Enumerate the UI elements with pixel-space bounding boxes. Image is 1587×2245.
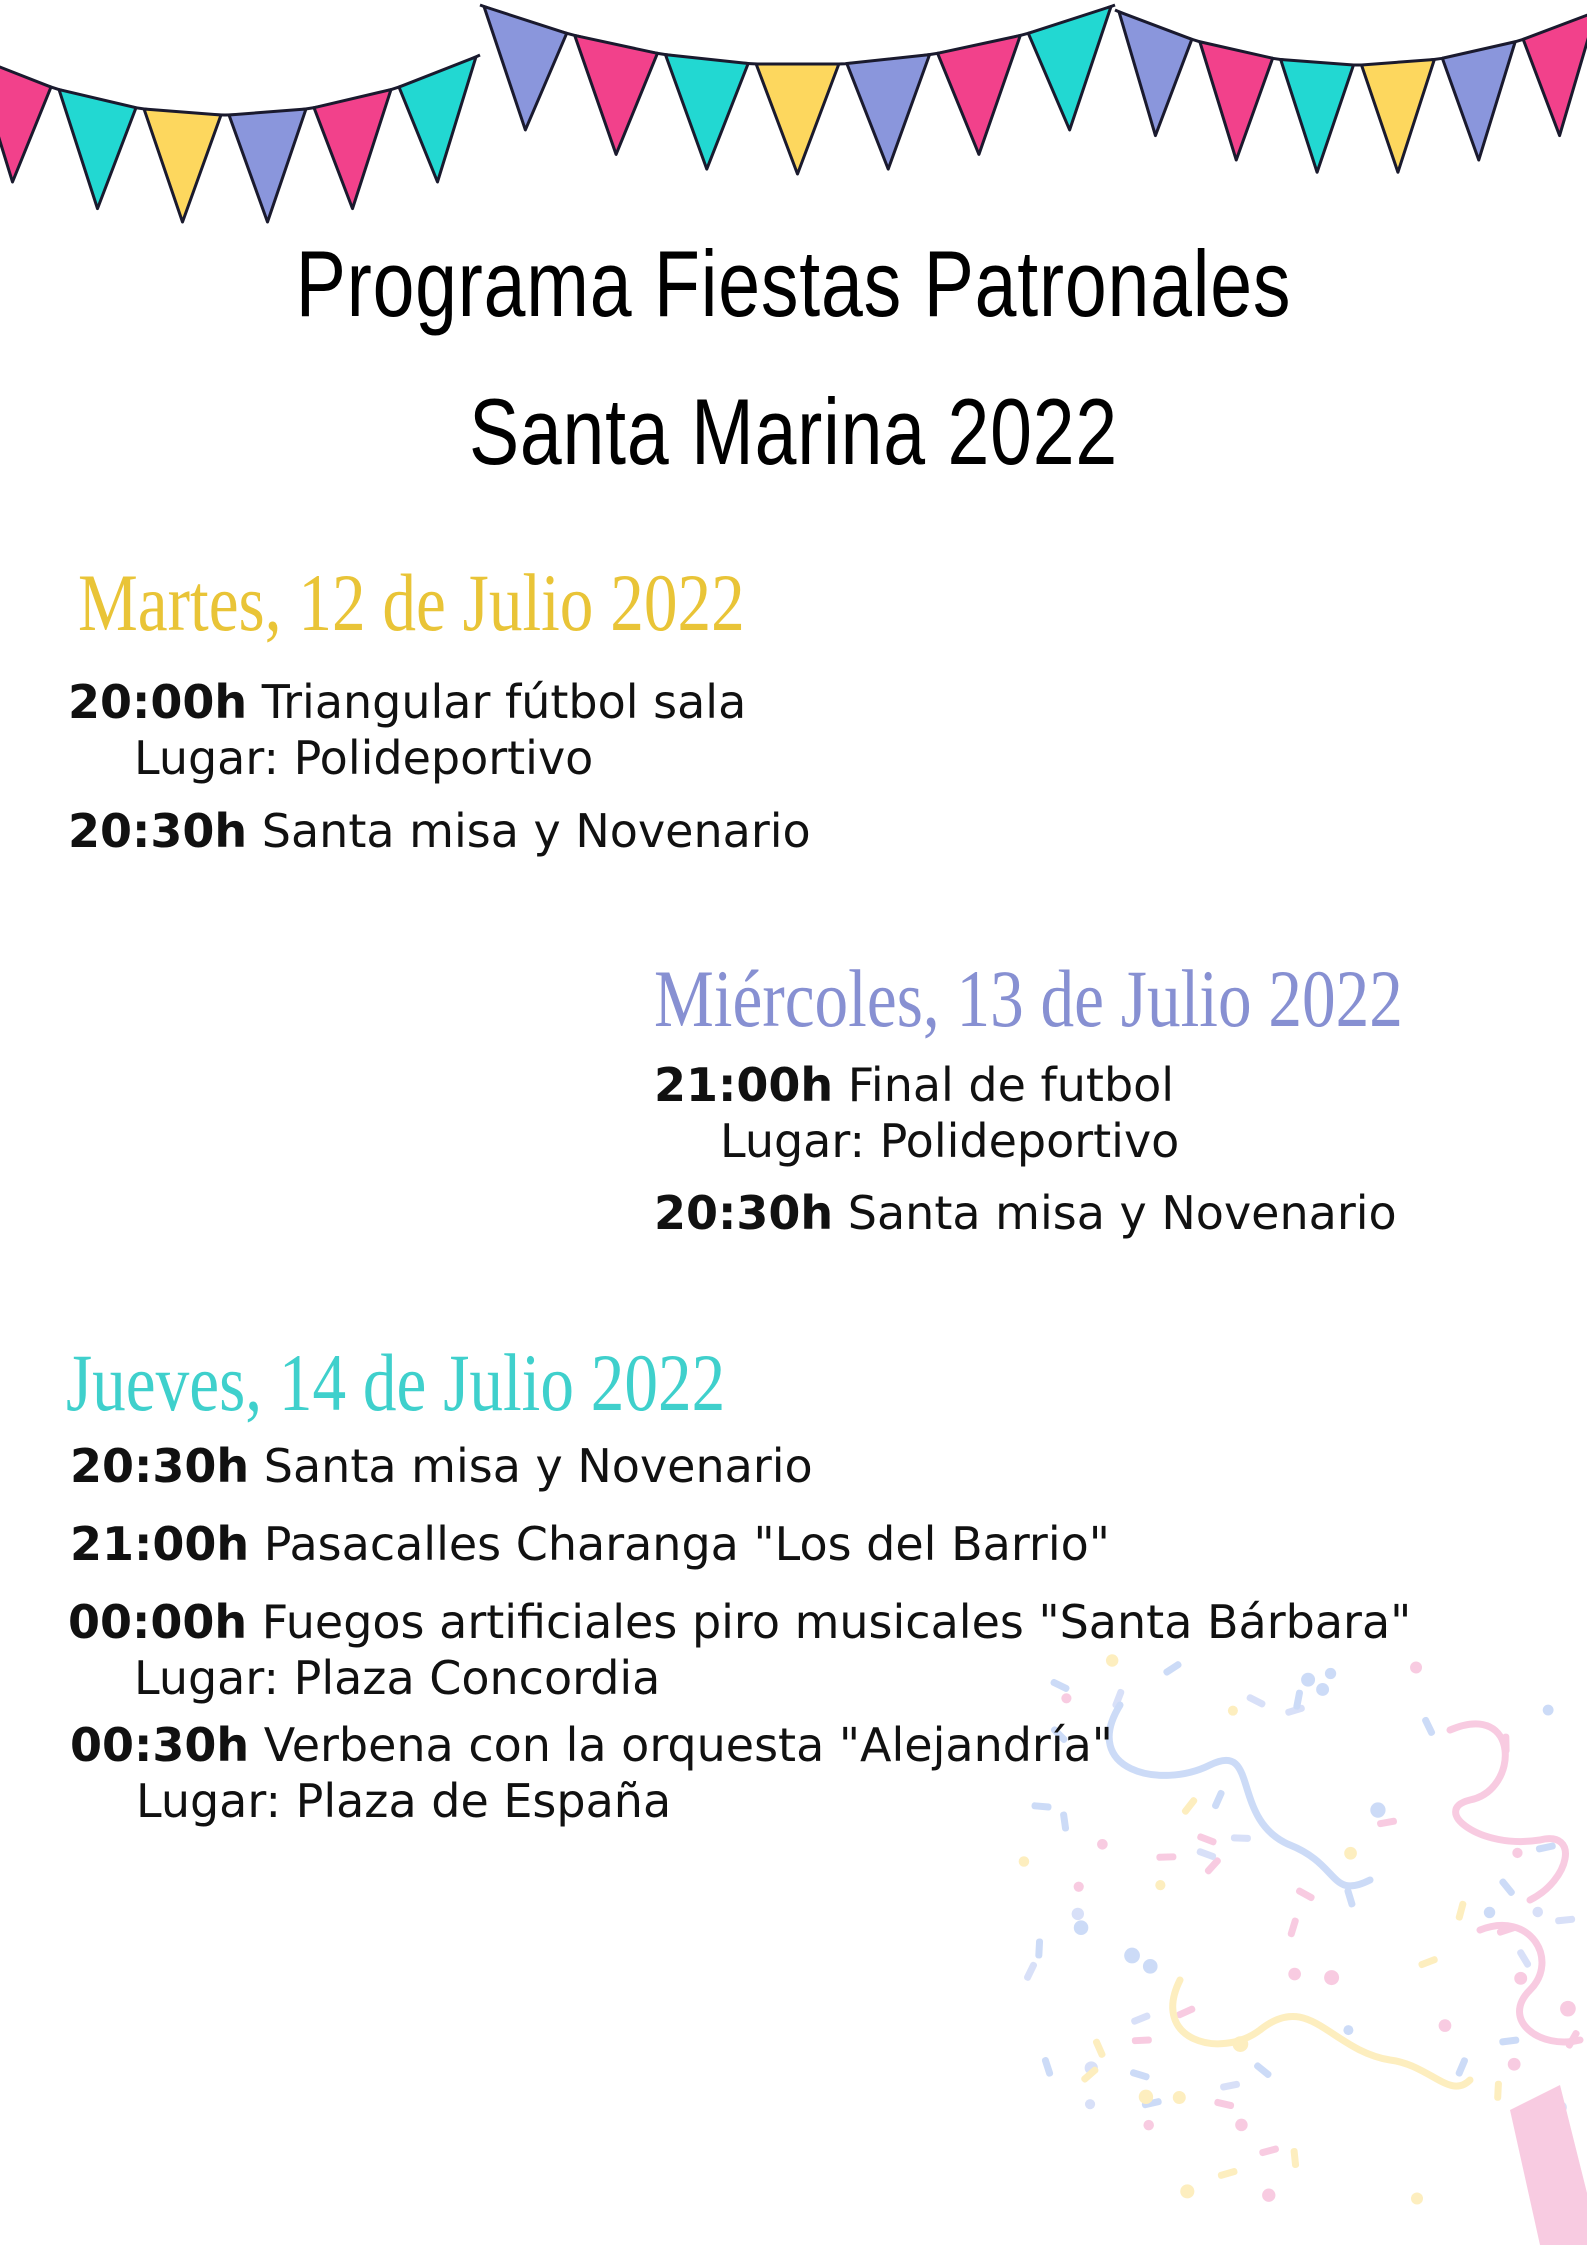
confetti-piece xyxy=(1418,1955,1439,1969)
confetti-piece xyxy=(1196,1833,1217,1847)
confetti-piece xyxy=(1074,1920,1089,1935)
day-heading-jueves: Jueves, 14 de Julio 2022 xyxy=(66,1337,726,1428)
event-time: 20:30h xyxy=(70,1439,250,1493)
event-place: Lugar: Plaza Concordia xyxy=(134,1651,661,1705)
page-title: Programa Fiestas Patronales xyxy=(295,231,1292,336)
party-popper xyxy=(1510,2085,1587,2245)
confetti-piece xyxy=(1343,2025,1353,2035)
confetti-piece xyxy=(1439,2019,1452,2032)
confetti-piece xyxy=(1130,2012,1151,2026)
confetti-piece xyxy=(1231,1834,1251,1842)
confetti-piece xyxy=(1421,1716,1436,1737)
event-place: Lugar: Polideportivo xyxy=(720,1114,1180,1168)
confetti-piece xyxy=(1180,2184,1194,2198)
confetti-piece xyxy=(1508,2058,1521,2071)
confetti-piece xyxy=(1324,1970,1339,1985)
event-time: 20:30h xyxy=(654,1186,834,1240)
confetti-piece xyxy=(1139,2090,1153,2104)
event-text: Triangular fútbol sala xyxy=(261,675,747,729)
confetti-piece xyxy=(1287,1917,1300,1938)
confetti-piece xyxy=(1085,2099,1095,2109)
event-item xyxy=(68,674,746,786)
confetti-piece xyxy=(1173,2091,1186,2104)
confetti-piece xyxy=(1455,1900,1467,1921)
event-text: Final de futbol xyxy=(847,1058,1175,1112)
confetti-piece xyxy=(1175,2005,1196,2020)
confetti-piece xyxy=(1532,1907,1543,1918)
confetti-piece xyxy=(1143,1959,1158,1974)
confetti-piece xyxy=(1217,2167,1238,2179)
confetti-piece xyxy=(1181,1796,1199,1816)
confetti-piece xyxy=(1512,1848,1522,1858)
confetti-piece xyxy=(1092,2038,1107,2059)
confetti-piece xyxy=(1097,1839,1108,1850)
confetti-piece xyxy=(1253,2061,1273,2079)
confetti-piece xyxy=(1498,1877,1516,1897)
confetti-piece xyxy=(1377,1817,1398,1827)
confetti-ribbon xyxy=(1480,1925,1580,2042)
confetti-ribbon xyxy=(1450,1724,1565,1900)
confetti-piece xyxy=(1220,2080,1241,2091)
confetti-piece xyxy=(1370,1802,1385,1817)
confetti-piece xyxy=(1344,1847,1357,1860)
confetti-ribbon xyxy=(1109,1705,1370,1886)
confetti-piece xyxy=(1560,2001,1576,2017)
confetti-piece xyxy=(1555,1916,1576,1925)
confetti-piece xyxy=(1494,2081,1502,2101)
confetti-piece xyxy=(1262,2189,1275,2202)
confetti-piece xyxy=(1156,1853,1176,1861)
confetti-piece xyxy=(1074,1882,1084,1892)
confetti-piece xyxy=(1124,1948,1140,1964)
event-text: Fuegos artificiales piro musicales "Santa Bárbara" xyxy=(261,1595,1412,1649)
event-text: Santa misa y Novenario xyxy=(263,1439,813,1493)
confetti-piece xyxy=(1228,1706,1238,1716)
event-text: Santa misa y Novenario xyxy=(847,1186,1397,1240)
confetti-piece xyxy=(1410,1662,1422,1674)
page-subtitle: Santa Marina 2022 xyxy=(468,379,1119,484)
confetti-piece xyxy=(1295,1886,1316,1902)
event-item xyxy=(68,1594,1411,1706)
confetti-piece xyxy=(1455,2056,1469,2077)
event-text: Santa misa y Novenario xyxy=(261,804,811,858)
event-time: 00:30h xyxy=(70,1718,250,1772)
confetti-piece xyxy=(1516,1948,1532,1969)
confetti-piece xyxy=(1041,2056,1054,2077)
confetti-piece xyxy=(1019,1856,1030,1867)
event-place: Lugar: Polideportivo xyxy=(134,731,594,785)
event-place: Lugar: Plaza de España xyxy=(136,1774,672,1828)
confetti-piece xyxy=(1196,1847,1217,1860)
event-text: Verbena con la orquesta "Alejandría" xyxy=(263,1718,1113,1772)
confetti-piece xyxy=(1214,2098,1235,2109)
confetti-piece xyxy=(1411,2193,1423,2205)
confetti-piece xyxy=(1344,1887,1357,1908)
confetti-piece xyxy=(1259,2145,1280,2157)
confetti-piece xyxy=(1023,1961,1038,1982)
confetti-piece xyxy=(1072,1908,1084,1920)
confetti-piece xyxy=(1235,2119,1248,2132)
event-time: 20:00h xyxy=(68,675,248,729)
confetti-piece xyxy=(1290,2148,1299,2169)
confetti-piece xyxy=(1288,1968,1301,1981)
confetti-piece xyxy=(1143,2120,1153,2130)
confetti-piece xyxy=(1514,1972,1527,1985)
event-time: 21:00h xyxy=(70,1517,250,1571)
event-item xyxy=(70,1438,813,1494)
confetti-piece xyxy=(1499,2036,1520,2045)
event-item xyxy=(70,1516,1110,1572)
confetti-piece xyxy=(1132,2036,1152,2044)
event-item xyxy=(70,1717,1113,1829)
confetti-piece xyxy=(1211,1789,1226,1810)
confetti-piece xyxy=(1035,1938,1043,1958)
event-text: Pasacalles Charanga "Los del Barrio" xyxy=(263,1517,1110,1571)
event-item xyxy=(68,803,811,859)
confetti-piece xyxy=(1155,1880,1165,1890)
event-item xyxy=(654,1057,1179,1169)
confetti-ribbon xyxy=(1173,1980,1470,2086)
event-time: 20:30h xyxy=(68,804,248,858)
event-time: 21:00h xyxy=(654,1058,834,1112)
confetti-piece xyxy=(1484,1907,1495,1918)
day-heading-martes: Martes, 12 de Julio 2022 xyxy=(78,557,745,648)
day-heading-miercoles: Miércoles, 13 de Julio 2022 xyxy=(654,953,1403,1044)
event-time: 00:00h xyxy=(68,1595,248,1649)
confetti-piece xyxy=(1129,2069,1150,2082)
confetti-piece xyxy=(1543,1705,1554,1716)
event-item xyxy=(654,1185,1397,1241)
